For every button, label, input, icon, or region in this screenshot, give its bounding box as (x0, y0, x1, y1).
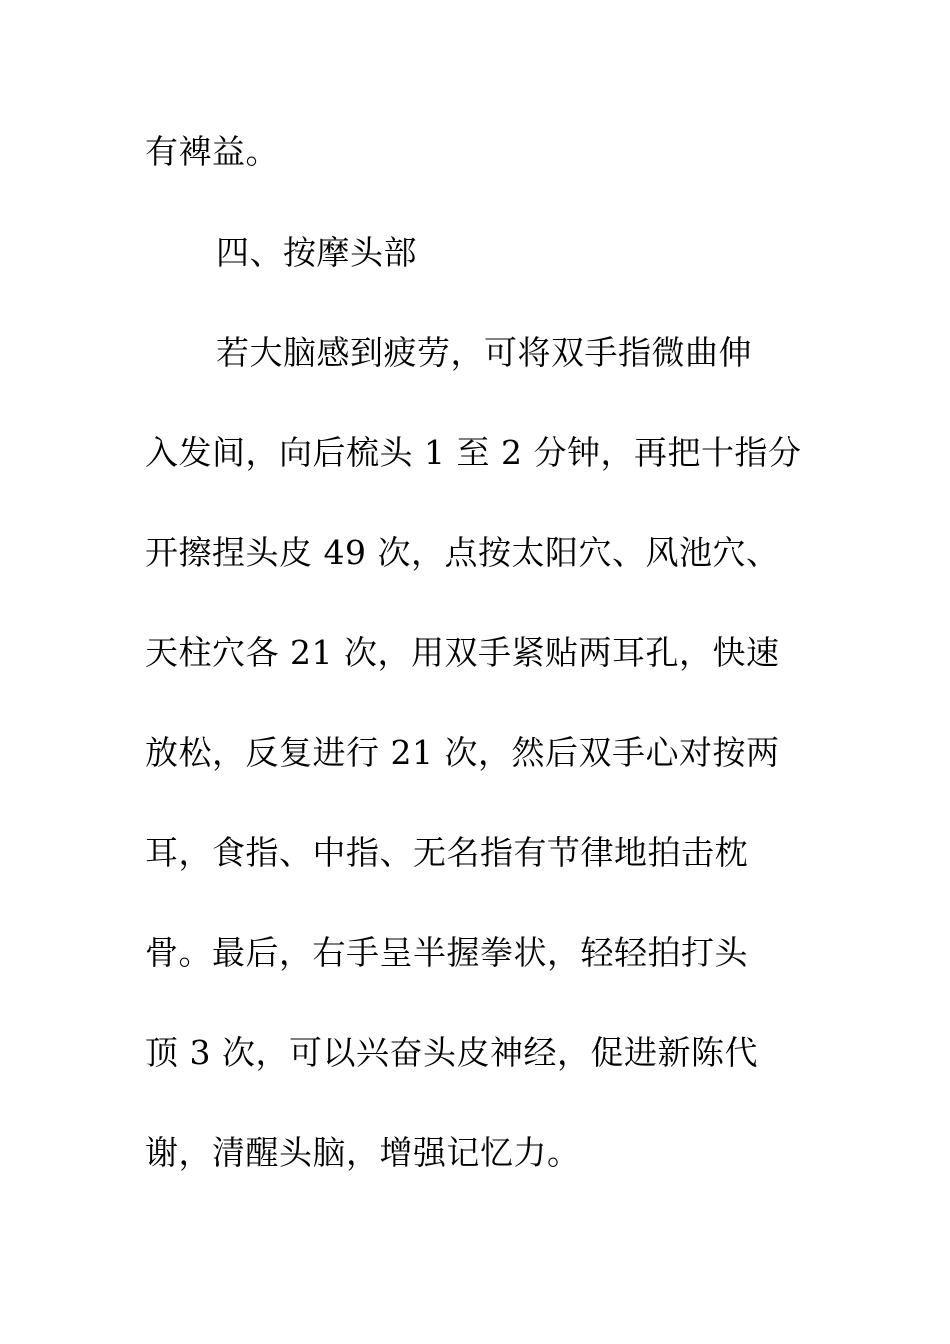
text-line: 顶 3 次，可以兴奋头皮神经，促进新陈代 (145, 1033, 758, 1072)
text-line: 骨。最后，右手呈半握拳状，轻轻拍打头 (145, 933, 748, 972)
paragraph-first-line: 若大脑感到疲劳，可将双手指微曲伸 (216, 333, 752, 372)
text-line: 入发间，向后梳头 1 至 2 分钟，再把十指分 (145, 433, 802, 472)
text-line: 天柱穴各 21 次，用双手紧贴两耳孔，快速 (145, 633, 780, 672)
text-line: 谢，清醒头脑，增强记忆力。 (145, 1133, 581, 1172)
text-line: 耳，食指、中指、无名指有节律地拍击枕 (145, 833, 748, 872)
text-line: 放松，反复进行 21 次，然后双手心对按两 (145, 733, 780, 772)
text-line: 开擦捏头皮 49 次，点按太阳穴、风池穴、 (145, 533, 780, 572)
text-line: 有裨益。 (145, 132, 279, 171)
section-heading: 四、按摩头部 (216, 233, 417, 272)
